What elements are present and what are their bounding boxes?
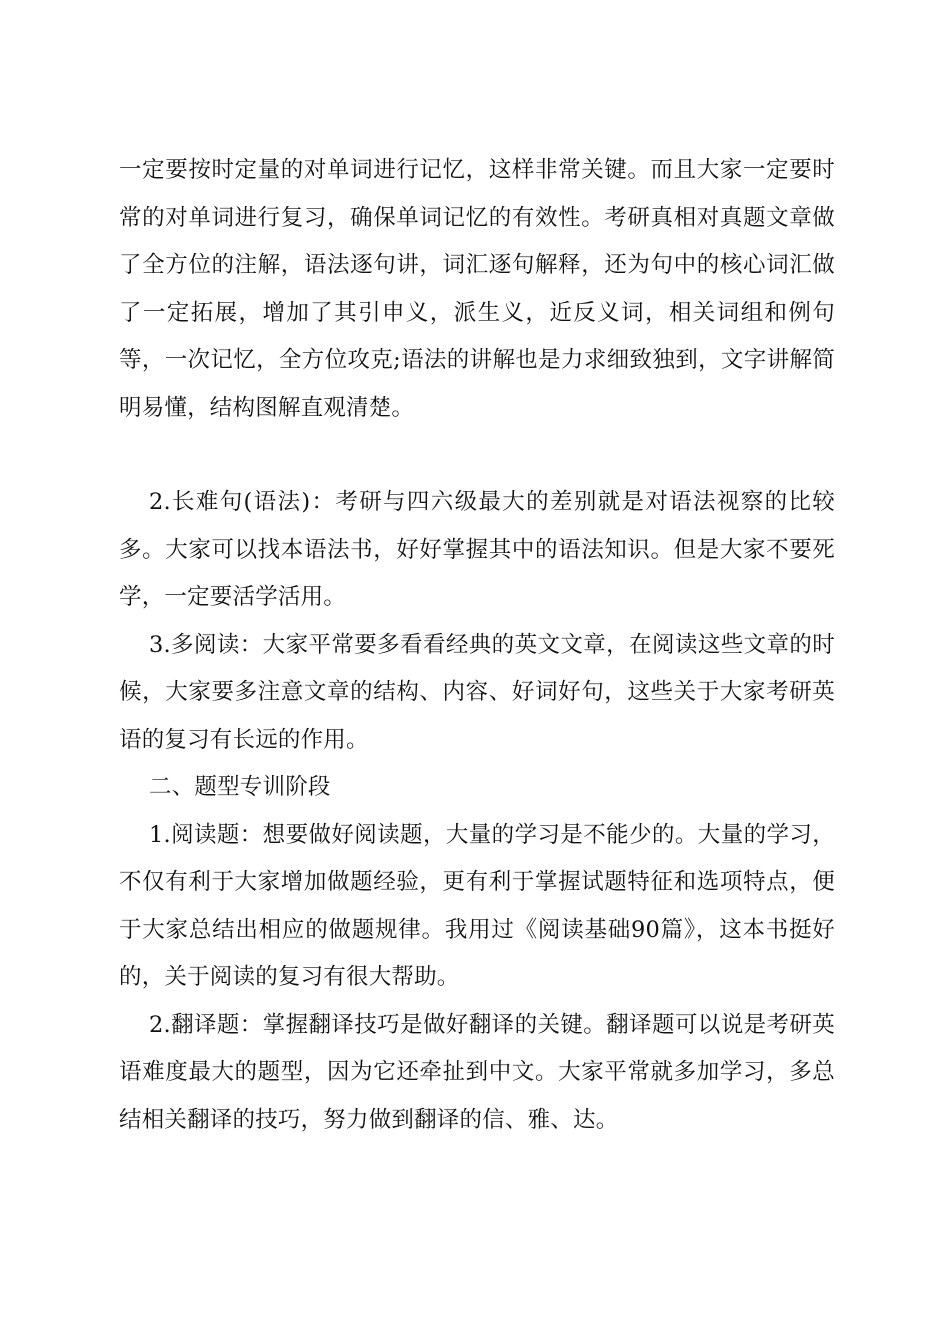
paragraph-word-memory: 一定要按时定量的对单词进行记忆，这样非常关键。而且大家一定要时常的对单词进行复习，确保单词记忆的有效性。考研真相对真题文章做了全方位的注解，语法逐句讲，词汇逐句解释，还为句中的核心词汇做了一定拓展，增加了其引申义，派生义，近反义词，相关词组和例句等，一次记忆，全方位攻克;语法的讲解也是力求细致独到，文字讲解简明易懂，结构图解直观清楚。 xyxy=(119,157,835,421)
paragraph-translation-questions: 2.翻译题：掌握翻译技巧是做好翻译的关键。翻译题可以说是考研英语难度最大的题型，因为它还牵扯到中文。大家平常就多加学习，多总结相关翻译的技巧，努力做到翻译的信、雅、达。 xyxy=(119,1011,835,1133)
paragraph-long-sentences: 2.长难句(语法)：考研与四六级最大的差别就是对语法视察的比较多。大家可以找本语法书，好好掌握其中的语法知识。但是大家不要死学，一定要活学活用。 xyxy=(119,489,835,610)
paragraph-reading-questions: 1.阅读题：想要做好阅读题，大量的学习是不能少的。大量的学习，不仅有利于大家增加做题经验，更有利于掌握试题特征和选项特点，便于大家总结出相应的做题规律。我用过《阅读基础90篇》，这本书挺好的，关于阅读的复习有很大帮助。 xyxy=(119,821,835,990)
section-heading-question-types: 二、题型专训阶段 xyxy=(149,774,331,800)
paragraph-more-reading: 3.多阅读：大家平常要多看看经典的英文文章，在阅读这些文章的时候，大家要多注意文章的结构、内容、好词好句，这些关于大家考研英语的复习有长远的作用。 xyxy=(119,631,835,753)
document-body xyxy=(119,147,835,1144)
